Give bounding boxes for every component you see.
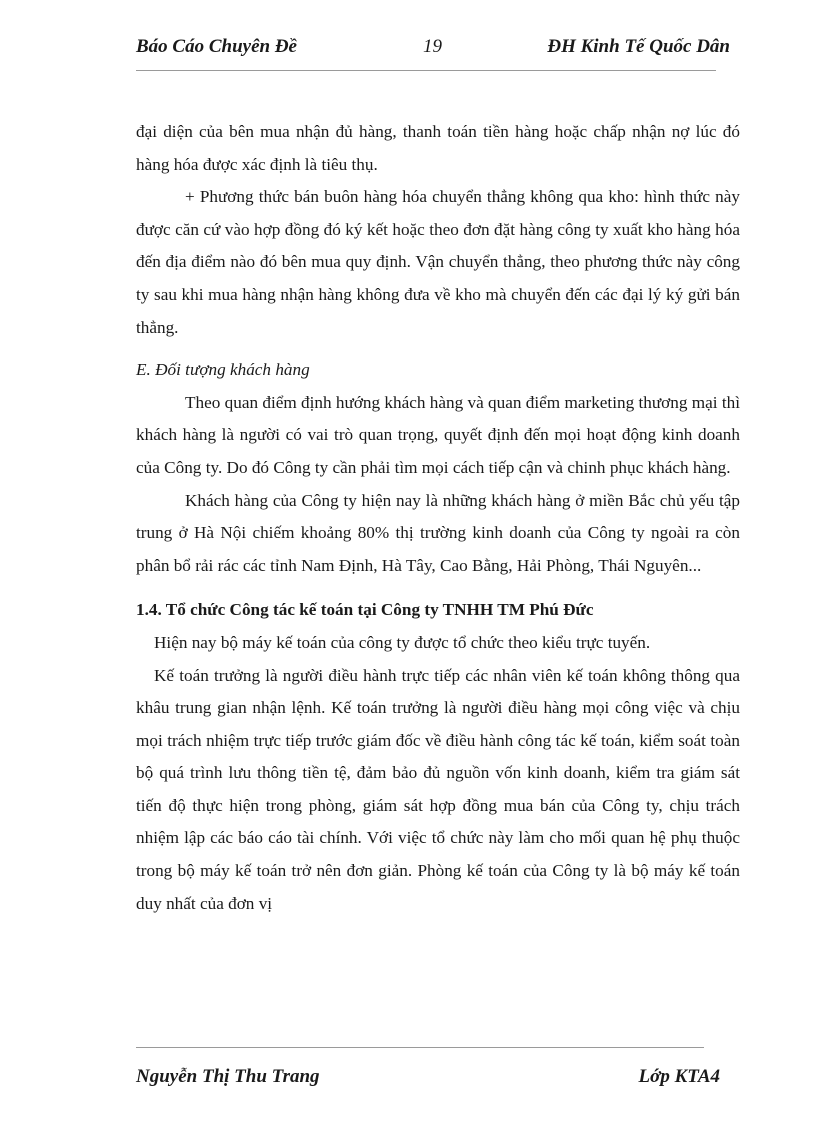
paragraph-6: Kế toán trưởng là người điều hành trực tiếp các nhân viên kế toán không thông qua khâu trung gian nhận lệnh. Kế toán trưởng là người điều hàng mọi công việc và chịu mọi trách nhiệm trực tiếp trước giám đốc về điều hành công tác kế toán, kiểm soát toàn bộ quá trình lưu thông tiền tệ, đảm bảo đủ nguồn vốn kinh doanh, kiểm tra giám sát tiến độ thực hiện trong phòng, giám sát hợp đồng mua bán của Công ty, chịu trách nhiệm lập các báo cáo tài chính. Với việc tổ chức này làm cho mối quan hệ phụ thuộc trong bộ máy kế toán trở nên đơn giản. Phòng kế toán của Công ty là bộ máy kế toán duy nhất của đơn vị xyxy=(136,665,740,913)
paragraph-3: Theo quan điểm định hướng khách hàng và quan điểm marketing thương mại thì khách hàng là người có vai trò quan trọng, quyết định đến mọi hoạt động kinh doanh của Công ty. Do đó Công ty cần phải tìm mọi cách tiếp cận và chinh phục khách hàng. xyxy=(136,392,740,477)
paragraph-5: Hiện nay bộ máy kế toán của công ty được tổ chức theo kiểu trực tuyến. xyxy=(154,632,651,652)
document-body xyxy=(136,116,740,920)
paragraph-1: đại diện của bên mua nhận đủ hàng, thanh toán tiền hàng hoặc chấp nhận nợ lúc đó hàng hóa được xác định là tiêu thụ. xyxy=(136,122,740,174)
paragraph-4: Khách hàng của Công ty hiện nay là những khách hàng ở miền Bắc chủ yếu tập trung ở Hà Nội chiếm khoảng 80% thị trường kinh doanh của Công ty ngoài ra còn phân bổ rải rác các tỉnh Nam Định, Hà Tây, Cao Bằng, Hải Phòng, Thái Nguyên... xyxy=(136,490,740,575)
header-report-title: Báo Cáo Chuyên Đề xyxy=(136,36,297,57)
footer-class: Lớp KTA4 xyxy=(638,1066,720,1087)
page-footer xyxy=(136,1066,720,1096)
paragraph-2: + Phương thức bán buôn hàng hóa chuyển thẳng không qua kho: hình thức này được căn cứ vào hợp đồng đó ký kết hoặc theo đơn đặt hàng công ty xuất kho hàng hóa đến địa điểm nào đó bên mua quy định. Vận chuyển thẳng, theo phương thức này công ty sau khi mua hàng nhận hàng không đưa về kho mà chuyển đến các đại lý ký gửi bán thẳng. xyxy=(136,187,740,337)
section-heading-1-4: 1.4. Tổ chức Công tác kế toán tại Công ty TNHH TM Phú Đức xyxy=(136,600,594,620)
subheading-e: E. Đối tượng khách hàng xyxy=(136,360,310,380)
header-page-number: 19 xyxy=(423,36,442,57)
header-divider xyxy=(136,70,716,71)
page-header xyxy=(136,36,730,66)
footer-divider xyxy=(136,1047,704,1048)
footer-author: Nguyễn Thị Thu Trang xyxy=(136,1066,320,1087)
header-university: ĐH Kinh Tế Quốc Dân xyxy=(547,36,730,57)
